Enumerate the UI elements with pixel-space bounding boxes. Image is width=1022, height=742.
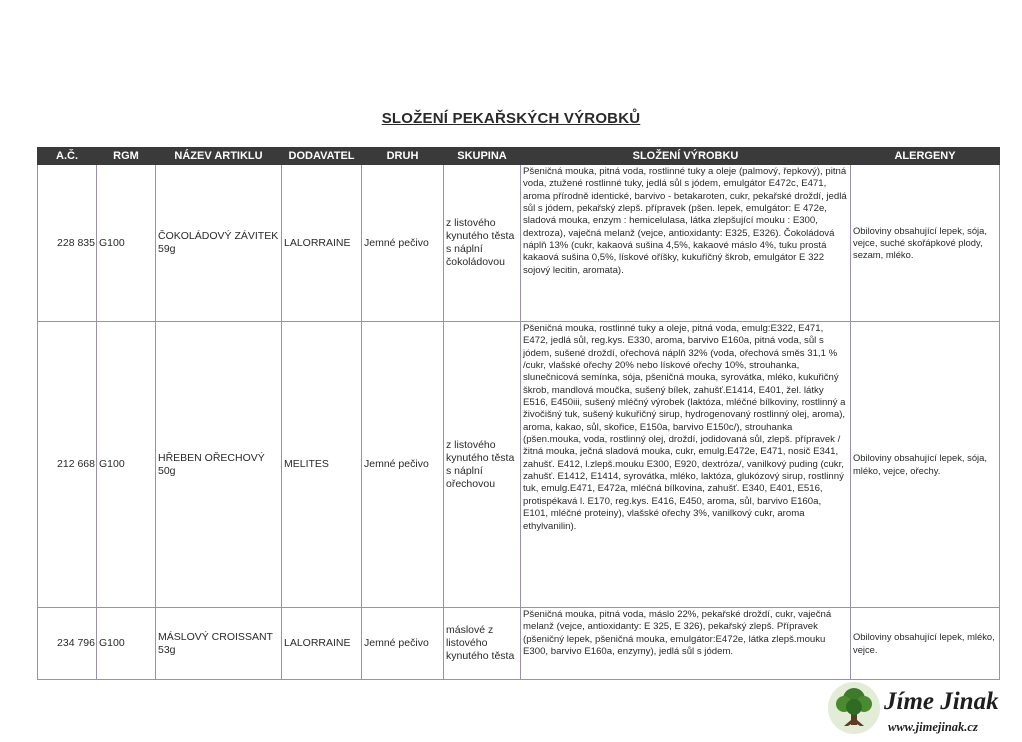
col-header-composition: SLOŽENÍ VÝROBKU xyxy=(521,148,851,165)
cell-supplier: LALORRAINE xyxy=(282,165,362,322)
cell-allergens: Obiloviny obsahující lepek, mléko, vejce. xyxy=(851,608,1000,680)
col-header-supplier: DODAVATEL xyxy=(282,148,362,165)
cell-supplier: LALORRAINE xyxy=(282,608,362,680)
cell-ac: 212 668 xyxy=(38,322,97,608)
cell-rgm: G100 xyxy=(97,608,156,680)
products-table xyxy=(37,147,1000,680)
jime-jinak-logo xyxy=(826,680,1022,742)
table-header-row xyxy=(38,148,1000,165)
cell-type: Jemné pečivo xyxy=(362,322,444,608)
cell-composition: Pšeničná mouka, rostlinné tuky a oleje, pitná voda, emulg:E322, E471, E472, jedlá sůl, reg.kys. E330, aroma, barvivo E160a, pitná voda, sůl s jódem, sušené droždí, ořechová náplň 32% (voda, ořechová směs 31,1 % /cukr, vlašské ořechy 20% nebo lískové ořechy 10%, strouhanka, slunečnicová semínka, sója, pšeničná mouka, syrovátka, mléko, kukuřičný škrob, mandlová moučka, sušený bílek, zahušť.E1414, E401, žel. látky E516, E450iii, sušený mléčný výrobek (laktóza, mléčné bílkoviny, rostlinný a živočišný tuk, sušený kukuřičný sirup, hydrogenovaný rostlinný olej, aroma), aroma, kakao, sůl, skořice, E150a, barvivo E150c/), strouhanka (pšen.mouka, voda, rostlinný olej, droždí, jodidovaná sůl, zlepš. přípravek /žitná mouka, ječná sladová mouka, cukr, emulg.E472e, E471, nosič E341, zahušť. E412, l.zlepš.mouku E300, E920, dextróza/, vanilkový puding (cukr, zahušť. E1412, E1414, syrovátka, mléko, laktóza, glukózový sirup, rostlinný tuk, emulg.E471, E472a, mléčná bílkovina, zahušť. E340, E401, E516, protispékavá l. E170, reg.kys. E416, E450, aroma, sůl, barvivo E160a, E101, mléčné proteiny), vlašské ořechy 3%, vanilkový cukr, aroma ethylvanilin). xyxy=(521,322,851,608)
col-header-name: NÁZEV ARTIKLU xyxy=(156,148,282,165)
col-header-ac: A.Č. xyxy=(38,148,97,165)
cell-allergens: Obiloviny obsahující lepek, sója, vejce, suché skořápkové plody, sezam, mléko. xyxy=(851,165,1000,322)
tree-icon xyxy=(828,682,880,734)
cell-composition: Pšeničná mouka, pitná voda, máslo 22%, pekařské droždí, cukr, vaječná melanž (vejce, antioxidanty: E 325, E 326), pekařský zlepš. Přípravek (pšeničný lepek, pšeničná mouka, emulgátor:E472e, látka zlepš.mouku E300, barvivo E160a, enzymy), jedlá sůl s jódem. xyxy=(521,608,851,680)
cell-name: HŘEBEN OŘECHOVÝ 50g xyxy=(156,322,282,608)
cell-name: MÁSLOVÝ CROISSANT 53g xyxy=(156,608,282,680)
col-header-rgm: RGM xyxy=(97,148,156,165)
cell-type: Jemné pečivo xyxy=(362,608,444,680)
cell-group: máslové z listového kynutého těsta xyxy=(444,608,521,680)
cell-composition: Pšeničná mouka, pitná voda, rostlinné tuky a oleje (palmový, řepkový), pitná voda, ztužené rostlinné tuky, jedlá sůl s jódem, emulgátor E472c, E471, aroma přírodně identické, barvivo - betakaroten, cukr, pekařské droždí, jedlá sůl s jódem, pekařský zlepš. přípravek (pšen. lepek, emulgátor: E 472e, sladová mouka, enzym : hemicelulasa, látka zlepšující mouku : E300, dextroza), vaječná melanž (vejce, antioxidanty: E325, E326). Čokoládová náplň 13% (cukr, kakaová sušina 4,5%, kakaové máslo 4%, tuku prostá kakaová sušina 0,5%, lískové oříšky, kukuřičný škrob, emulgátor E 322 sojový lecitin, aromata). xyxy=(521,165,851,322)
table-row xyxy=(38,322,1000,608)
cell-group: z listového kynutého těsta s náplní ořechovou xyxy=(444,322,521,608)
cell-group: z listového kynutého těsta s náplní čokoládovou xyxy=(444,165,521,322)
logo-name: Jíme Jinak xyxy=(884,688,999,715)
cell-rgm: G100 xyxy=(97,322,156,608)
cell-allergens: Obiloviny obsahující lepek, sója, mléko, vejce, ořechy. xyxy=(851,322,1000,608)
cell-ac: 234 796 xyxy=(38,608,97,680)
logo-url: www.jimejinak.cz xyxy=(888,720,978,734)
cell-type: Jemné pečivo xyxy=(362,165,444,322)
col-header-allergens: ALERGENY xyxy=(851,148,1000,165)
cell-rgm: G100 xyxy=(97,165,156,322)
cell-name: ČOKOLÁDOVÝ ZÁVITEK 59g xyxy=(156,165,282,322)
col-header-type: DRUH xyxy=(362,148,444,165)
cell-ac: 228 835 xyxy=(38,165,97,322)
document-title: SLOŽENÍ PEKAŘSKÝCH VÝROBKŮ xyxy=(381,110,641,127)
col-header-group: SKUPINA xyxy=(444,148,521,165)
cell-supplier: MELITES xyxy=(282,322,362,608)
table-row xyxy=(38,608,1000,680)
table-row xyxy=(38,165,1000,322)
